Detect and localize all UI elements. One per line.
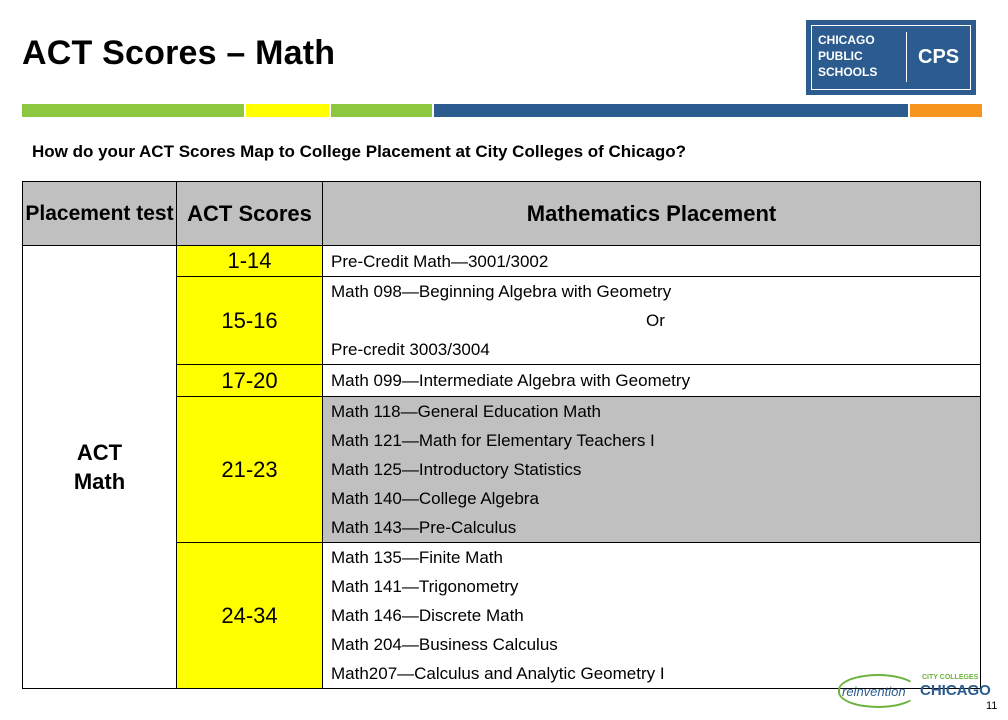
placement-line: Pre-Credit Math—3001/3002 bbox=[331, 251, 549, 271]
score-cell: 1-14 bbox=[177, 246, 323, 277]
placement-table bbox=[22, 181, 981, 689]
category-cell bbox=[23, 246, 177, 689]
placement-cell bbox=[323, 365, 981, 397]
chicago-text: CHICAGO bbox=[920, 682, 991, 699]
score-cell: 15-16 bbox=[177, 277, 323, 365]
placement-line: Math 125—Introductory Statistics bbox=[331, 460, 582, 479]
header-act-scores: ACT Scores bbox=[177, 182, 323, 246]
placement-line: Math 140—College Algebra bbox=[331, 489, 539, 508]
placement-line: Math 121—Math for Elementary Teachers I bbox=[331, 431, 655, 450]
placement-line: Math207—Calculus and Analytic Geometry I bbox=[331, 664, 665, 683]
placement-line: Pre-credit 3003/3004 bbox=[331, 340, 490, 359]
city-colleges-text: CITY COLLEGES bbox=[922, 674, 979, 681]
score-cell: 17-20 bbox=[177, 365, 323, 397]
logo-divider bbox=[906, 32, 907, 82]
stripe-segment-4 bbox=[434, 104, 908, 117]
logo-text: CHICAGO PUBLIC SCHOOLS bbox=[818, 33, 878, 79]
page-title: ACT Scores – Math bbox=[22, 34, 336, 72]
stripe-segment-5 bbox=[910, 104, 982, 117]
placement-line: Math 135—Finite Math bbox=[331, 548, 503, 567]
header-placement-test: Placement test bbox=[23, 182, 177, 246]
cps-logo bbox=[806, 20, 976, 95]
page-subtitle: How do your ACT Scores Map to College Placement at City Colleges of Chicago? bbox=[32, 142, 686, 161]
placement-line: Math 141—Trigonometry bbox=[331, 577, 519, 596]
placement-line: Math 118—General Education Math bbox=[331, 402, 601, 421]
placement-line: Math 098—Beginning Algebra with Geometry bbox=[331, 282, 672, 301]
stripe-segment-2 bbox=[246, 104, 329, 117]
page-number: 11 bbox=[986, 700, 998, 712]
score-cell: 24-34 bbox=[177, 543, 323, 689]
reinvention-ccc-logo bbox=[838, 670, 991, 710]
category-label: ACT Math bbox=[73, 440, 126, 494]
placement-line: Math 146—Discrete Math bbox=[331, 606, 524, 625]
score-cell: 21-23 bbox=[177, 397, 323, 543]
placement-cell bbox=[323, 397, 981, 543]
placement-line: Math 099—Intermediate Algebra with Geometry bbox=[331, 371, 691, 390]
reinvention-text: reinvention bbox=[842, 684, 906, 699]
stripe-segment-3 bbox=[331, 104, 432, 117]
header-math-placement: Mathematics Placement bbox=[323, 182, 981, 246]
logo-abbreviation: CPS bbox=[918, 46, 960, 68]
placement-line: Math 143—Pre-Calculus bbox=[331, 518, 517, 537]
placement-or: Or bbox=[646, 311, 665, 330]
placement-line: Math 204—Business Calculus bbox=[331, 635, 558, 654]
placement-cell bbox=[323, 543, 981, 689]
stripe-segment-1 bbox=[22, 104, 244, 117]
placement-cell bbox=[323, 246, 981, 277]
placement-cell bbox=[323, 277, 981, 365]
